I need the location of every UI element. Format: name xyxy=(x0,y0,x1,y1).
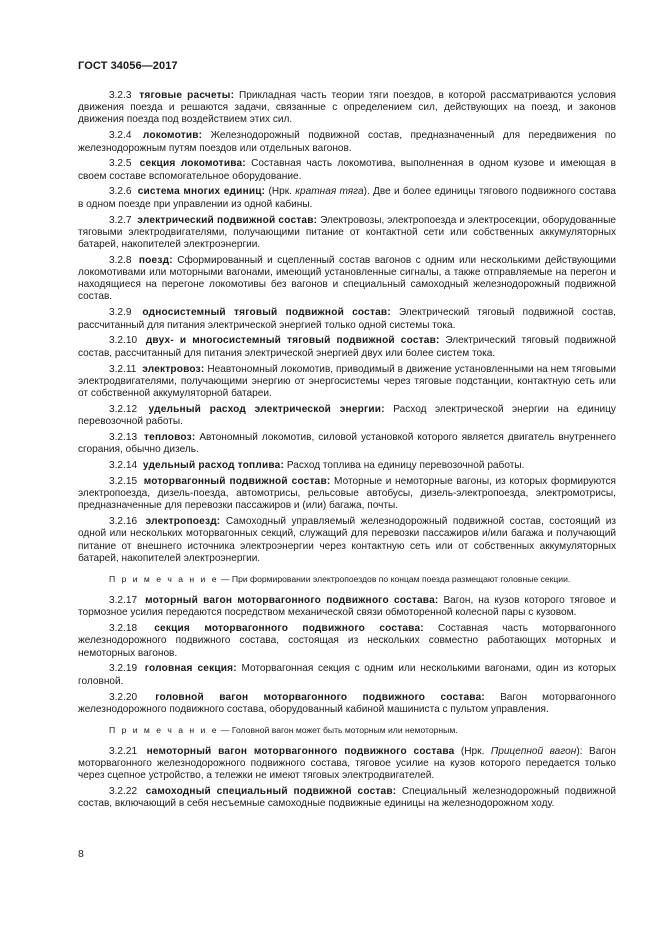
definition-3-2-12 xyxy=(78,404,616,428)
clause-number: 3.2.20 xyxy=(109,691,138,703)
definition-3-2-8 xyxy=(78,255,616,304)
note-2 xyxy=(78,725,616,736)
definition-text: Составная часть моторвагонного железнодорожного подвижного состава, состоящая из нескольких совместно работающих моторных и немоторных вагонов. xyxy=(78,623,617,659)
definition-3-2-3 xyxy=(78,90,616,127)
standard-header: ГОСТ 34056—2017 xyxy=(78,60,178,72)
definition-3-2-5 xyxy=(78,158,616,182)
definition-text: Моторные и немоторные вагоны, из которых формируются электропоезда, дизель-поезда, автомотрисы, рельсовые автобусы, дизель-электропоезда, электромотрисы, предназначенные для перевозки пассажиров и (или) багажа, почты. xyxy=(78,475,616,512)
deprecated-suffix: ): xyxy=(576,745,583,757)
clause-number: 3.2.19 xyxy=(109,663,138,675)
definition-3-2-6 xyxy=(78,186,616,210)
definition-3-2-10 xyxy=(78,335,616,359)
term: поезд: xyxy=(138,254,173,266)
definition-3-2-19 xyxy=(78,663,616,687)
term: тепловоз: xyxy=(144,431,196,443)
term: моторвагонный подвижной состав: xyxy=(143,475,331,487)
page-number: 8 xyxy=(78,848,84,860)
definition-3-2-14 xyxy=(78,460,616,472)
term: электропоезд: xyxy=(145,516,221,528)
term: самоходный специальный подвижной состав: xyxy=(145,786,397,798)
note-text: — Головной вагон может быть моторным или немоторным. xyxy=(220,724,458,735)
term: немоторный вагон моторвагонного подвижного состава xyxy=(146,745,455,757)
clause-number: 3.2.3 xyxy=(109,90,132,101)
term: система многих единиц: xyxy=(137,186,266,198)
definition-3-2-13 xyxy=(78,432,616,456)
definition-text: Автономный локомотив, силовой установкой которого является двигатель внутреннего сгорания, обычно дизель. xyxy=(78,431,616,456)
term: электрический подвижной состав: xyxy=(137,214,318,226)
clause-number: 3.2.22 xyxy=(109,786,138,798)
definition-3-2-7 xyxy=(78,215,616,252)
clause-number: 3.2.12 xyxy=(109,403,138,415)
clause-number: 3.2.7 xyxy=(109,214,132,226)
definition-text: Электровозы, электропоезда и электросекции, оборудованные тяговыми электродвигателями, получающими питание от контактной сети или собственных аккумуляторных батарей, накопителей электроэнергии. xyxy=(78,214,616,250)
clause-number: 3.2.18 xyxy=(109,623,138,635)
definition-text: Самоходный управляемый железнодорожный подвижной состав, состоящий из одной или нескольких моторвагонных секций, служащий для перевозки пассажиров и/или багажа и получающий питание от внешнего источника электроэнергии через контактную сеть или от собственных аккумуляторных батарей, накопителей электроэнергии. xyxy=(78,516,616,564)
definition-text: Неавтономный локомотив, приводимый в движение установленными на нем тяговыми электродвигателями, получающими энергию от энергосистемы через тяговые подстанции, контактную сеть или от собственной аккумуляторной батареи. xyxy=(78,363,617,399)
clause-number: 3.2.9 xyxy=(109,307,132,319)
clause-number: 3.2.17 xyxy=(109,595,138,607)
term: моторный вагон моторвагонного подвижного состава: xyxy=(145,595,439,607)
term: головной вагон моторвагонного подвижного состава: xyxy=(155,691,485,703)
definition-3-2-16 xyxy=(78,516,616,565)
definition-3-2-20 xyxy=(78,692,616,716)
definition-text: Вагон моторвагонного железнодорожного подвижного состава, оборудованный кабиной машиниста с пультом управления. xyxy=(78,691,617,715)
note-label: П р и м е ч а н и е xyxy=(109,574,219,585)
definition-text: Вагон, на кузов которого тяговое и тормозное усилия передаются посредством механической связи обмоторенной колесной пары с кузовом. xyxy=(78,595,616,619)
term: удельный расход электрической энергии: xyxy=(148,403,385,415)
definition-3-2-15 xyxy=(78,476,616,513)
term: локомотив: xyxy=(142,130,203,142)
definition-3-2-22 xyxy=(78,786,616,810)
definition-3-2-11 xyxy=(78,364,616,401)
definition-text: Моторвагонная секция с одним или несколькими вагонами, один из которых головной. xyxy=(78,663,617,687)
definition-text: Электрический тяговый подвижной состав, рассчитанный для питания электрической энергией только одной системы тока. xyxy=(78,307,616,331)
term: тяговые расчеты: xyxy=(139,90,235,101)
term: электровоз: xyxy=(142,363,205,375)
clause-number: 3.2.15 xyxy=(109,475,138,487)
clause-number: 3.2.6 xyxy=(109,186,132,198)
deprecated-term: Прицепной вагон xyxy=(490,745,577,757)
definition-text: Железнодорожный подвижной состав, предназначенный для передвижения по железнодорожным путям поездов или отдельных вагонов. xyxy=(78,130,616,154)
clause-number: 3.2.5 xyxy=(109,158,132,170)
deprecated-prefix: (Нрк. xyxy=(268,186,292,198)
clause-number: 3.2.8 xyxy=(109,254,132,266)
definition-text: Вагон моторвагонного железнодорожного подвижного состава, тяговое усилие на кузов которого передается только через сцепное устройство, а тележки не имеют тяговых электродвигателей. xyxy=(78,745,616,782)
definition-text: Сформированный и сцепленный состав вагонов с одним или несколькими действующими локомотивами или моторными вагонами, имеющий установленные сигналы, а также отправляемые на перегон и находящиеся на перегоне локомотивы без вагонов и специальный самоходный железнодорожный подвижной состав. xyxy=(78,254,617,303)
clause-number: 3.2.16 xyxy=(109,516,138,528)
deprecated-prefix: (Нрк. xyxy=(460,745,485,757)
term: удельный расход топлива: xyxy=(142,460,285,472)
clause-number: 3.2.21 xyxy=(109,745,138,757)
clause-number: 3.2.13 xyxy=(109,431,138,443)
definition-text: Расход электрической энергии на единицу перевозочной работы. xyxy=(78,403,616,428)
clause-number: 3.2.11 xyxy=(109,363,137,375)
note-1 xyxy=(78,574,616,585)
clause-number: 3.2.4 xyxy=(109,130,132,142)
note-label: П р и м е ч а н и е xyxy=(109,724,219,735)
definition-text: Расход топлива на единицу перевозочной работы. xyxy=(286,460,525,472)
definition-text: Две и более единицы тягового подвижного состава в одном поезде при управлении из одной кабины. xyxy=(78,186,616,210)
definitions-body xyxy=(78,90,616,814)
definition-text: Электрический тяговый подвижной состав, рассчитанный для питания электрической энергией двух или более систем тока. xyxy=(78,335,617,359)
definition-3-2-17 xyxy=(78,595,616,619)
definition-3-2-4 xyxy=(78,130,616,154)
deprecated-term: кратная тяга xyxy=(295,186,364,198)
definition-text: Специальный железнодорожный подвижной состав, включающий в себя несъемные самоходные подвижные единицы на железнодорожном ходу. xyxy=(78,786,617,810)
definition-3-2-18 xyxy=(78,623,616,660)
term: односистемный тяговый подвижной состав: xyxy=(142,307,391,319)
term: секция моторвагонного подвижного состава: xyxy=(154,623,424,635)
definition-3-2-21 xyxy=(78,746,616,783)
definition-3-2-9 xyxy=(78,307,616,331)
term: двух- и многосистемный тяговый подвижной состав: xyxy=(145,335,440,347)
note-text: — При формировании электропоездов по концам поезда размещают головные секции. xyxy=(220,574,571,585)
deprecated-suffix: ). xyxy=(363,186,370,198)
clause-number: 3.2.10 xyxy=(109,335,138,347)
definition-text: Составная часть локомотива, выполненная в одном кузове и имеющая в своем составе вспомогательное оборудование. xyxy=(78,158,616,182)
clause-number: 3.2.14 xyxy=(109,460,138,472)
definition-text: Прикладная часть теории тяги поездов, в которой рассматриваются условия движения поезда и решаются задачи, связанные с определением сил, действующих на поезд, и законов движения поезда под воздействием этих сил. xyxy=(78,90,616,126)
term: секция локомотива: xyxy=(139,158,246,170)
term: головная секция: xyxy=(144,663,237,675)
